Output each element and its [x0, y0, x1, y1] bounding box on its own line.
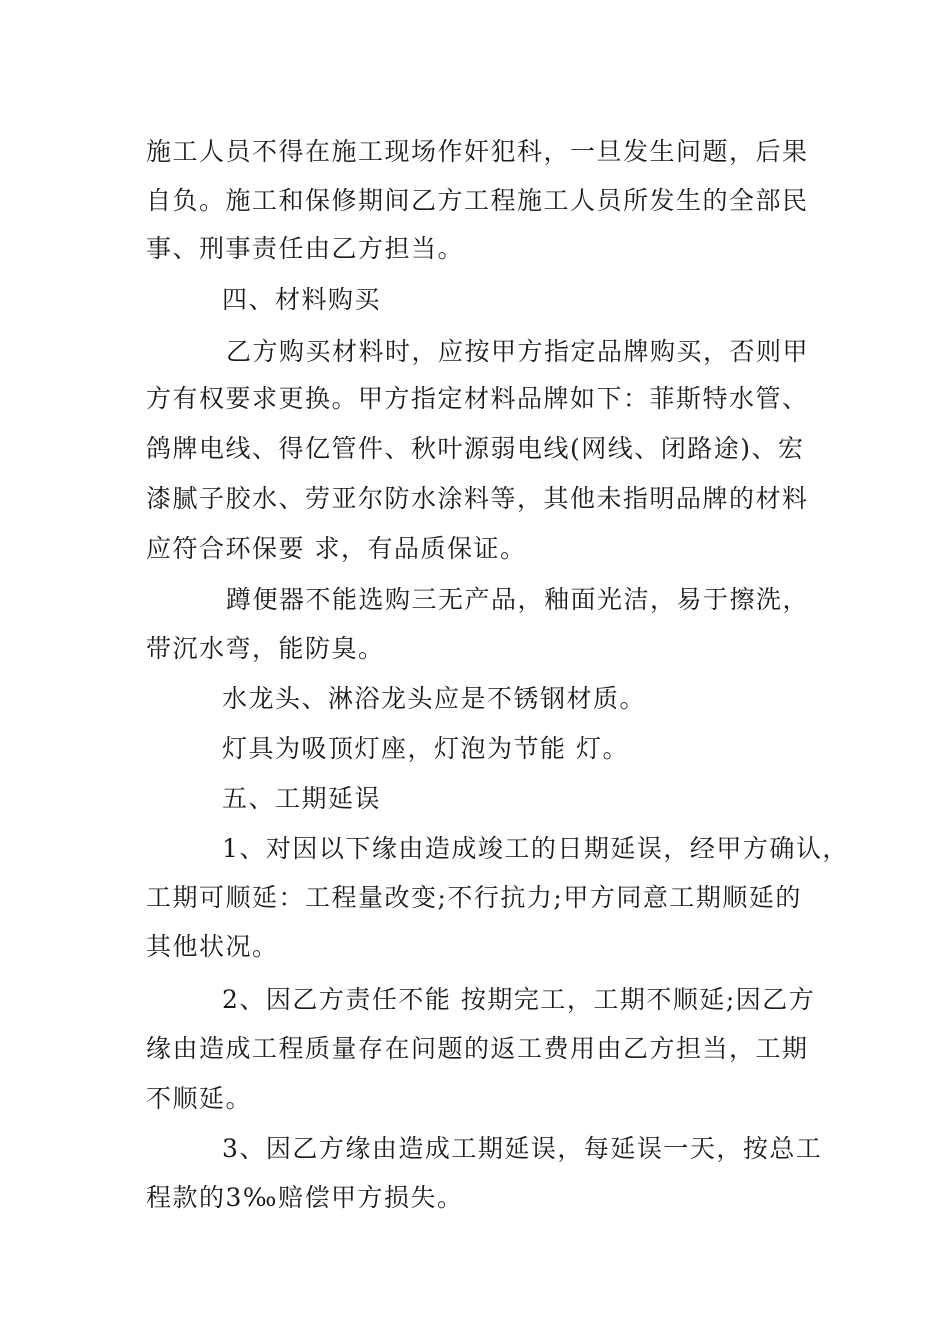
- text-line: 水龙头、淋浴龙头应是不锈钢材质。: [222, 684, 647, 713]
- text-line: 方有权要求更换。甲方指定材料品牌如下：菲斯特水管、: [146, 384, 809, 413]
- text-line: 事、刑事责任由乙方担当。: [146, 234, 465, 263]
- text-line: 其他状况。: [146, 932, 279, 961]
- text-line: 鸽牌电线、得亿管件、秋叶源弱电线(网线、闭路途)、宏: [146, 434, 805, 463]
- text-line: 应符合环保要 求，有品质保证。: [146, 534, 527, 563]
- text-line: 程款的3‰赔偿甲方损失。: [146, 1183, 464, 1212]
- section-heading: 五、工期延误: [222, 784, 382, 813]
- text-line: 缘由造成工程质量存在问题的返工费用由乙方担当，工期: [146, 1034, 809, 1063]
- text-line: 不顺延。: [146, 1084, 253, 1113]
- text-line: 灯具为吸顶灯座，灯泡为节能 灯。: [222, 734, 629, 763]
- text-line: 乙方购买材料时，应按甲方指定品牌购买，否则甲: [226, 337, 810, 366]
- section-heading: 四、材料购买: [222, 285, 382, 314]
- text-line: 带沉水弯，能防臭。: [146, 634, 385, 663]
- text-line: 蹲便器不能选购三无产品，釉面光洁，易于擦洗，: [226, 585, 810, 614]
- text-line: 自负。施工和保修期间乙方工程施工人员所发生的全部民: [146, 186, 809, 215]
- text-line: 漆腻子胶水、劳亚尔防水涂料等，其他未指明品牌的材料: [146, 484, 809, 513]
- text-line: 施工人员不得在施工现场作奸犯科，一旦发生问题，后果: [146, 137, 809, 166]
- text-line: 2、因乙方责任不能 按期完工，工期不顺延;因乙方: [222, 985, 816, 1014]
- text-line: 3、因乙方缘由造成工期延误，每延误一天，按总工: [222, 1134, 823, 1163]
- text-line: 1、对因以下缘由造成竣工的日期延误，经甲方确认，: [222, 834, 849, 863]
- text-line: 工期可顺延：工程量改变;不行抗力;甲方同意工期顺延的: [146, 883, 802, 912]
